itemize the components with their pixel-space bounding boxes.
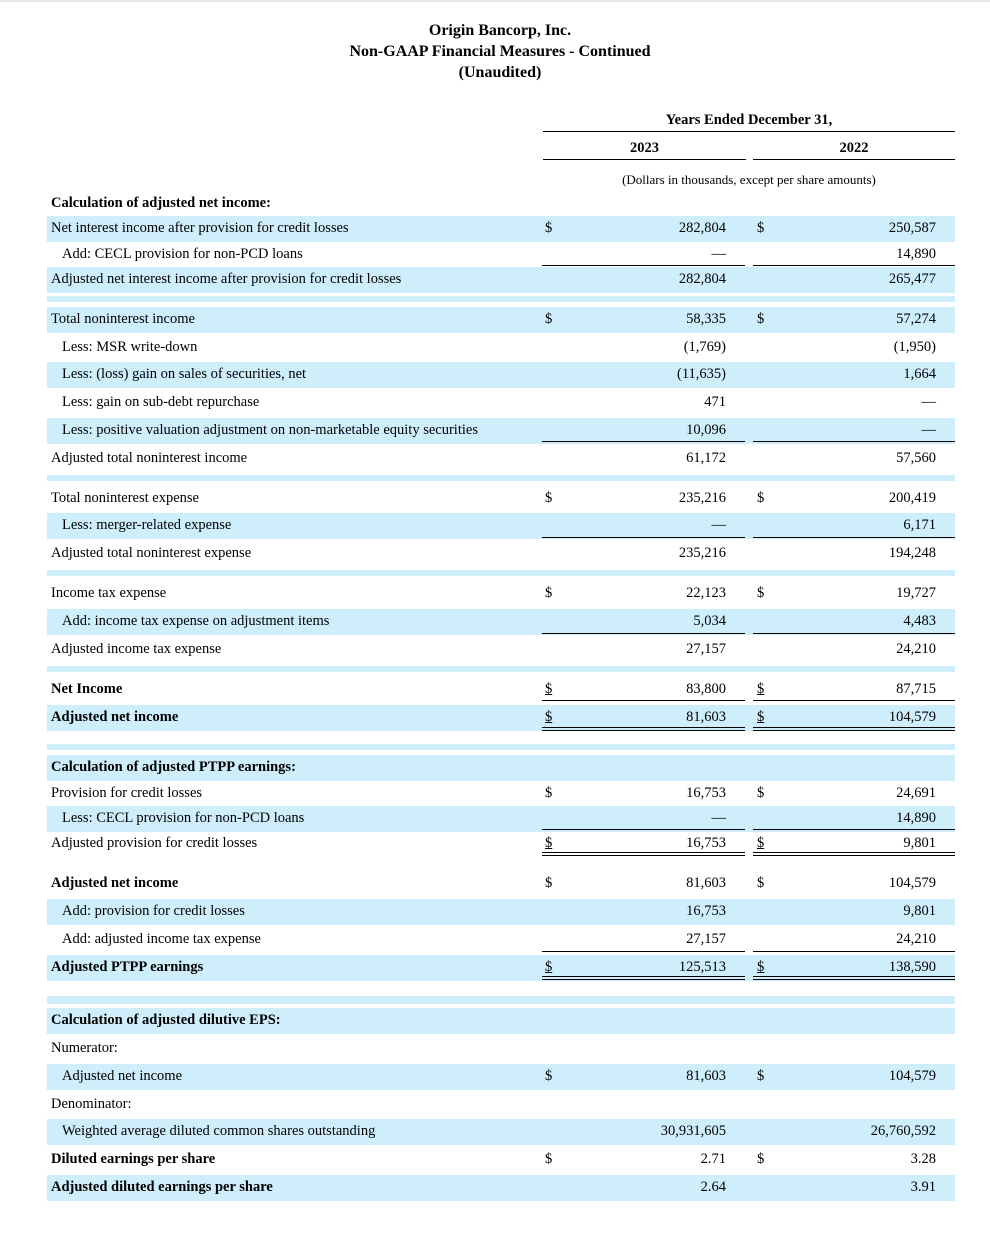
table-row bbox=[47, 513, 955, 539]
value-2022: 265,477 bbox=[888, 271, 936, 287]
dollar-sign-2023: $ bbox=[545, 1068, 553, 1084]
value-2023: 30,931,605 bbox=[660, 1123, 726, 1139]
value-2022: 200,419 bbox=[888, 490, 936, 506]
row-label: Add: provision for credit losses bbox=[62, 903, 245, 919]
value-2022: 6,171 bbox=[903, 517, 936, 533]
top-border bbox=[0, 0, 990, 2]
table-row bbox=[47, 267, 955, 293]
table-row bbox=[47, 1064, 955, 1090]
value-2022: 4,483 bbox=[903, 613, 936, 629]
row-label: Diluted earnings per share bbox=[51, 1151, 216, 1167]
table-row bbox=[47, 1119, 955, 1145]
table-row bbox=[47, 307, 955, 333]
dollar-sign-2022: $ bbox=[757, 709, 765, 725]
value-2022: 87,715 bbox=[896, 681, 936, 697]
year-2023-header: 2023 bbox=[630, 140, 659, 156]
value-2023: 471 bbox=[704, 394, 726, 410]
row-separator-band bbox=[47, 666, 955, 672]
year-2023-rule bbox=[543, 159, 746, 160]
value-2023: 16,753 bbox=[686, 785, 726, 801]
dollar-sign-2023: $ bbox=[545, 1151, 553, 1167]
value-2023: 10,096 bbox=[686, 422, 726, 438]
dollar-sign-2023: $ bbox=[545, 311, 553, 327]
table-row bbox=[47, 446, 955, 472]
dollar-sign-2022: $ bbox=[757, 311, 765, 327]
row-label: Adjusted provision for credit losses bbox=[51, 835, 258, 851]
table-row bbox=[47, 1008, 955, 1034]
single-underline bbox=[753, 633, 955, 634]
table-row bbox=[47, 677, 955, 703]
row-label: Denominator: bbox=[51, 1096, 132, 1112]
row-separator-band bbox=[47, 744, 955, 750]
dollar-sign-2022: $ bbox=[757, 875, 765, 891]
period-header: Years Ended December 31, bbox=[665, 112, 833, 128]
value-2022: 24,210 bbox=[896, 641, 936, 657]
row-label: Total noninterest income bbox=[51, 311, 195, 327]
row-label: Less: merger-related expense bbox=[62, 517, 232, 533]
value-2023: (11,635) bbox=[677, 366, 726, 382]
row-separator-band bbox=[47, 296, 955, 302]
row-label: Adjusted diluted earnings per share bbox=[51, 1179, 273, 1195]
value-2023: 282,804 bbox=[678, 271, 726, 287]
value-2023: 2.64 bbox=[700, 1179, 726, 1195]
row-label: Net Income bbox=[51, 681, 123, 697]
table-row bbox=[47, 871, 955, 897]
value-2022: 9,801 bbox=[903, 903, 936, 919]
dollar-sign-2022: $ bbox=[757, 1068, 765, 1084]
row-label: Add: CECL provision for non-PCD loans bbox=[62, 246, 303, 262]
row-label: Adjusted income tax expense bbox=[51, 641, 222, 657]
value-2022: 24,691 bbox=[896, 785, 936, 801]
double-underline bbox=[753, 852, 955, 856]
value-2023: — bbox=[711, 246, 726, 262]
dollar-sign-2022: $ bbox=[757, 835, 765, 851]
row-label: Less: MSR write-down bbox=[62, 339, 198, 355]
row-label: Adjusted net interest income after provision for credit losses bbox=[51, 271, 402, 287]
row-label: Less: gain on sub-debt repurchase bbox=[62, 394, 260, 410]
table-row bbox=[47, 1175, 955, 1201]
row-label: Add: income tax expense on adjustment items bbox=[62, 613, 330, 629]
dollar-sign-2022: $ bbox=[757, 681, 765, 697]
value-2023: 282,804 bbox=[678, 220, 726, 236]
value-2022: 250,587 bbox=[888, 220, 936, 236]
value-2022: 3.28 bbox=[910, 1151, 936, 1167]
value-2023: 22,123 bbox=[686, 585, 726, 601]
table-row bbox=[47, 541, 955, 567]
table-row bbox=[47, 1147, 955, 1173]
single-underline bbox=[753, 265, 955, 266]
dollar-sign-2022: $ bbox=[757, 959, 765, 975]
value-2022: — bbox=[921, 394, 936, 410]
double-underline bbox=[542, 976, 745, 980]
table-row bbox=[47, 1036, 955, 1062]
value-2022: 57,560 bbox=[896, 450, 936, 466]
value-2022: 194,248 bbox=[888, 545, 936, 561]
row-label: Calculation of adjusted net income: bbox=[51, 195, 271, 211]
value-2023: 16,753 bbox=[686, 835, 726, 851]
value-2023: 81,603 bbox=[686, 875, 726, 891]
single-underline bbox=[753, 700, 955, 701]
row-label: Weighted average diluted common shares outstanding bbox=[62, 1123, 376, 1139]
value-2023: 27,157 bbox=[686, 641, 726, 657]
value-2022: 19,727 bbox=[896, 585, 936, 601]
value-2022: 138,590 bbox=[888, 959, 936, 975]
audit-status: (Unaudited) bbox=[458, 64, 542, 81]
dollar-sign-2023: $ bbox=[545, 959, 553, 975]
double-underline bbox=[753, 727, 955, 731]
single-underline bbox=[753, 829, 955, 830]
row-separator-band bbox=[47, 475, 955, 481]
value-2022: — bbox=[921, 422, 936, 438]
value-2023: 27,157 bbox=[686, 931, 726, 947]
table-row bbox=[47, 191, 955, 217]
table-row bbox=[47, 899, 955, 925]
value-2023: 81,603 bbox=[686, 1068, 726, 1084]
year-2022-header: 2022 bbox=[839, 140, 869, 156]
row-label: Calculation of adjusted dilutive EPS: bbox=[51, 1012, 281, 1028]
value-2023: 5,034 bbox=[693, 613, 726, 629]
value-2022: 104,579 bbox=[888, 1068, 936, 1084]
dollar-sign-2022: $ bbox=[757, 785, 765, 801]
table-row bbox=[47, 806, 955, 832]
value-2023: 81,603 bbox=[686, 709, 726, 725]
value-2022: 1,664 bbox=[903, 366, 936, 382]
row-label: Adjusted net income bbox=[51, 875, 179, 891]
row-label: Less: (loss) gain on sales of securities, net bbox=[62, 366, 307, 382]
row-label: Income tax expense bbox=[51, 585, 167, 601]
table-row bbox=[47, 1092, 955, 1118]
dollar-sign-2022: $ bbox=[757, 585, 765, 601]
table-row bbox=[47, 486, 955, 512]
value-2023: (1,769) bbox=[683, 339, 726, 355]
row-label: Adjusted net income bbox=[62, 1068, 183, 1084]
single-underline bbox=[753, 537, 955, 538]
row-label: Adjusted net income bbox=[51, 709, 179, 725]
company-name: Origin Bancorp, Inc. bbox=[428, 22, 572, 39]
dollar-sign-2022: $ bbox=[757, 490, 765, 506]
single-underline bbox=[542, 265, 745, 266]
table-row bbox=[47, 781, 955, 807]
single-underline bbox=[542, 441, 745, 442]
dollar-sign-2023: $ bbox=[545, 220, 553, 236]
value-2022: 26,760,592 bbox=[870, 1123, 936, 1139]
table-row bbox=[47, 637, 955, 663]
table-row bbox=[47, 362, 955, 388]
single-underline bbox=[753, 951, 955, 952]
dollar-sign-2023: $ bbox=[545, 835, 553, 851]
value-2023: 58,335 bbox=[686, 311, 726, 327]
dollar-sign-2023: $ bbox=[545, 875, 553, 891]
row-label: Provision for credit losses bbox=[51, 785, 203, 801]
row-label: Adjusted total noninterest expense bbox=[51, 545, 252, 561]
value-2022: 14,890 bbox=[896, 246, 936, 262]
dollar-sign-2023: $ bbox=[545, 490, 553, 506]
dollar-sign-2023: $ bbox=[545, 785, 553, 801]
row-label: Adjusted PTPP earnings bbox=[51, 959, 204, 975]
table-row bbox=[47, 242, 955, 268]
value-2022: (1,950) bbox=[893, 339, 936, 355]
row-label: Calculation of adjusted PTPP earnings: bbox=[51, 759, 296, 775]
value-2023: 235,216 bbox=[678, 545, 726, 561]
value-2023: — bbox=[711, 810, 726, 826]
table-row bbox=[47, 390, 955, 416]
single-underline bbox=[542, 633, 745, 634]
double-underline bbox=[542, 852, 745, 856]
table-row bbox=[47, 609, 955, 635]
value-2022: 104,579 bbox=[888, 875, 936, 891]
value-2022: 14,890 bbox=[896, 810, 936, 826]
value-2022: 9,801 bbox=[903, 835, 936, 851]
table-row bbox=[47, 581, 955, 607]
single-underline bbox=[542, 829, 745, 830]
single-underline bbox=[753, 441, 955, 442]
double-underline bbox=[542, 727, 745, 731]
dollar-sign-2022: $ bbox=[757, 1151, 765, 1167]
value-2023: 61,172 bbox=[686, 450, 726, 466]
row-label: Less: positive valuation adjustment on non-marketable equity securities bbox=[62, 422, 478, 438]
value-2022: 24,210 bbox=[896, 931, 936, 947]
value-2023: 83,800 bbox=[686, 681, 726, 697]
value-2022: 3.91 bbox=[910, 1179, 936, 1195]
row-label: Total noninterest expense bbox=[51, 490, 199, 506]
table-row bbox=[47, 831, 955, 857]
table-row bbox=[47, 335, 955, 361]
row-separator-band bbox=[47, 570, 955, 576]
table-row bbox=[47, 418, 955, 444]
row-label: Adjusted total noninterest income bbox=[51, 450, 248, 466]
row-separator-band bbox=[47, 996, 955, 1004]
value-2023: 125,513 bbox=[678, 959, 726, 975]
dollar-sign-2022: $ bbox=[757, 220, 765, 236]
row-label: Less: CECL provision for non-PCD loans bbox=[62, 810, 305, 826]
period-rule bbox=[543, 131, 955, 132]
table-row bbox=[47, 216, 955, 242]
table-row bbox=[47, 955, 955, 981]
year-2022-rule bbox=[753, 159, 955, 160]
table-row bbox=[47, 927, 955, 953]
single-underline bbox=[542, 951, 745, 952]
dollar-sign-2023: $ bbox=[545, 681, 553, 697]
single-underline bbox=[542, 537, 745, 538]
table-row bbox=[47, 705, 955, 731]
value-2023: 16,753 bbox=[686, 903, 726, 919]
value-2023: 235,216 bbox=[678, 490, 726, 506]
value-2022: 57,274 bbox=[896, 311, 936, 327]
units-note: (Dollars in thousands, except per share amounts) bbox=[622, 172, 876, 187]
dollar-sign-2023: $ bbox=[545, 709, 553, 725]
value-2023: — bbox=[711, 517, 726, 533]
value-2022: 104,579 bbox=[888, 709, 936, 725]
dollar-sign-2023: $ bbox=[545, 585, 553, 601]
report-title: Non-GAAP Financial Measures - Continued bbox=[349, 43, 651, 60]
row-label: Net interest income after provision for credit losses bbox=[51, 220, 349, 236]
value-2023: 2.71 bbox=[700, 1151, 726, 1167]
row-label: Numerator: bbox=[51, 1040, 118, 1056]
double-underline bbox=[753, 976, 955, 980]
single-underline bbox=[542, 700, 745, 701]
row-label: Add: adjusted income tax expense bbox=[62, 931, 261, 947]
table-row bbox=[47, 755, 955, 781]
